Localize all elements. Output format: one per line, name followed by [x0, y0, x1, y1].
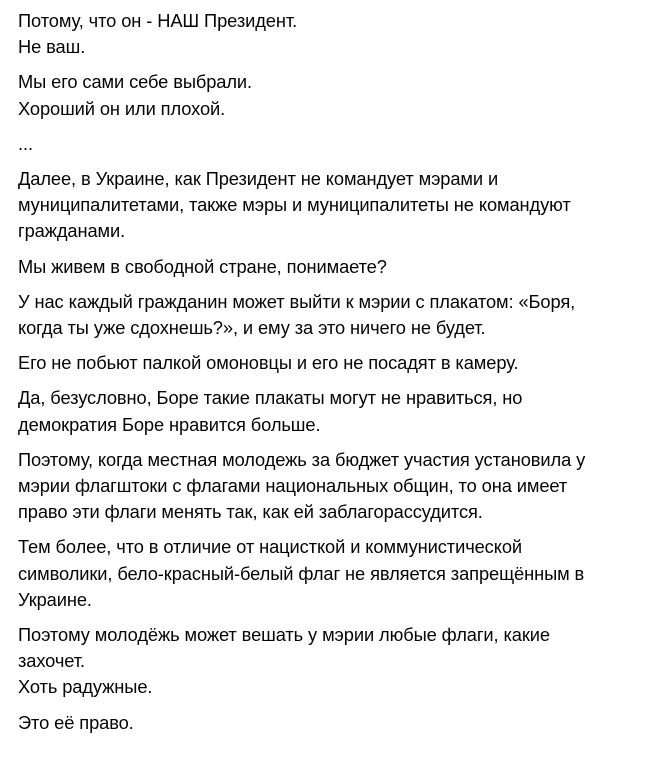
text-line: Хороший он или плохой. [18, 97, 226, 119]
text-line: Далее, в Украине, как Президент не командует мэрами и [18, 168, 499, 190]
text-line: ... [18, 132, 33, 154]
paragraph [18, 622, 638, 701]
paragraph [18, 350, 638, 376]
post-body [18, 8, 638, 745]
text-line: гражданами. [18, 220, 126, 242]
text-line: Потому, что он - НАШ Президент. [18, 10, 298, 31]
paragraph [18, 447, 638, 526]
paragraph [18, 710, 638, 736]
text-line: Украине. [18, 588, 92, 610]
text-line: Его не побьют палкой омоновцы и его не посадят в камеру. [18, 352, 519, 374]
text-line: Тем более, что в отличие от нацисткой и коммунистической [18, 536, 523, 558]
text-line: захочет. [18, 650, 85, 672]
text-line: Да, безусловно, Боре такие плакаты могут не нравиться, но [18, 387, 523, 409]
text-line: мэрии флагштоки с флагами национальных общин, то она имеет [18, 475, 568, 497]
text-line: символики, бело-красный-белый флаг не является запрещённым в [18, 562, 585, 584]
paragraph [18, 289, 638, 341]
paragraph [18, 8, 638, 60]
paragraph [18, 166, 638, 245]
paragraph [18, 254, 638, 280]
text-line: У нас каждый гражданин может выйти к мэрии с плакатом: «Боря, [18, 290, 576, 312]
text-line: Не ваш. [18, 36, 86, 58]
text-line: когда ты уже сдохнешь?», и ему за это ничего не будет. [18, 317, 486, 339]
text-line: Поэтому, когда местная молодежь за бюджет участия установила у [18, 448, 586, 470]
text-line: Мы живем в свободной стране, понимаете? [18, 255, 387, 277]
paragraph [18, 69, 638, 121]
text-line: Мы его сами себе выбрали. [18, 71, 253, 93]
text-line: Поэтому молодёжь может вешать у мэрии любые флаги, какие [18, 624, 550, 646]
text-line: право эти флаги менять так, как ей заблагорассудится. [18, 501, 483, 523]
paragraph [18, 131, 638, 157]
text-line: Хоть радужные. [18, 676, 153, 698]
text-line: Это её право. [18, 711, 134, 733]
paragraph [18, 534, 638, 613]
text-line: демократия Боре нравится больше. [18, 413, 321, 435]
paragraph [18, 385, 638, 437]
text-line: муниципалитетами, также мэры и муниципалитеты не командуют [18, 194, 571, 216]
